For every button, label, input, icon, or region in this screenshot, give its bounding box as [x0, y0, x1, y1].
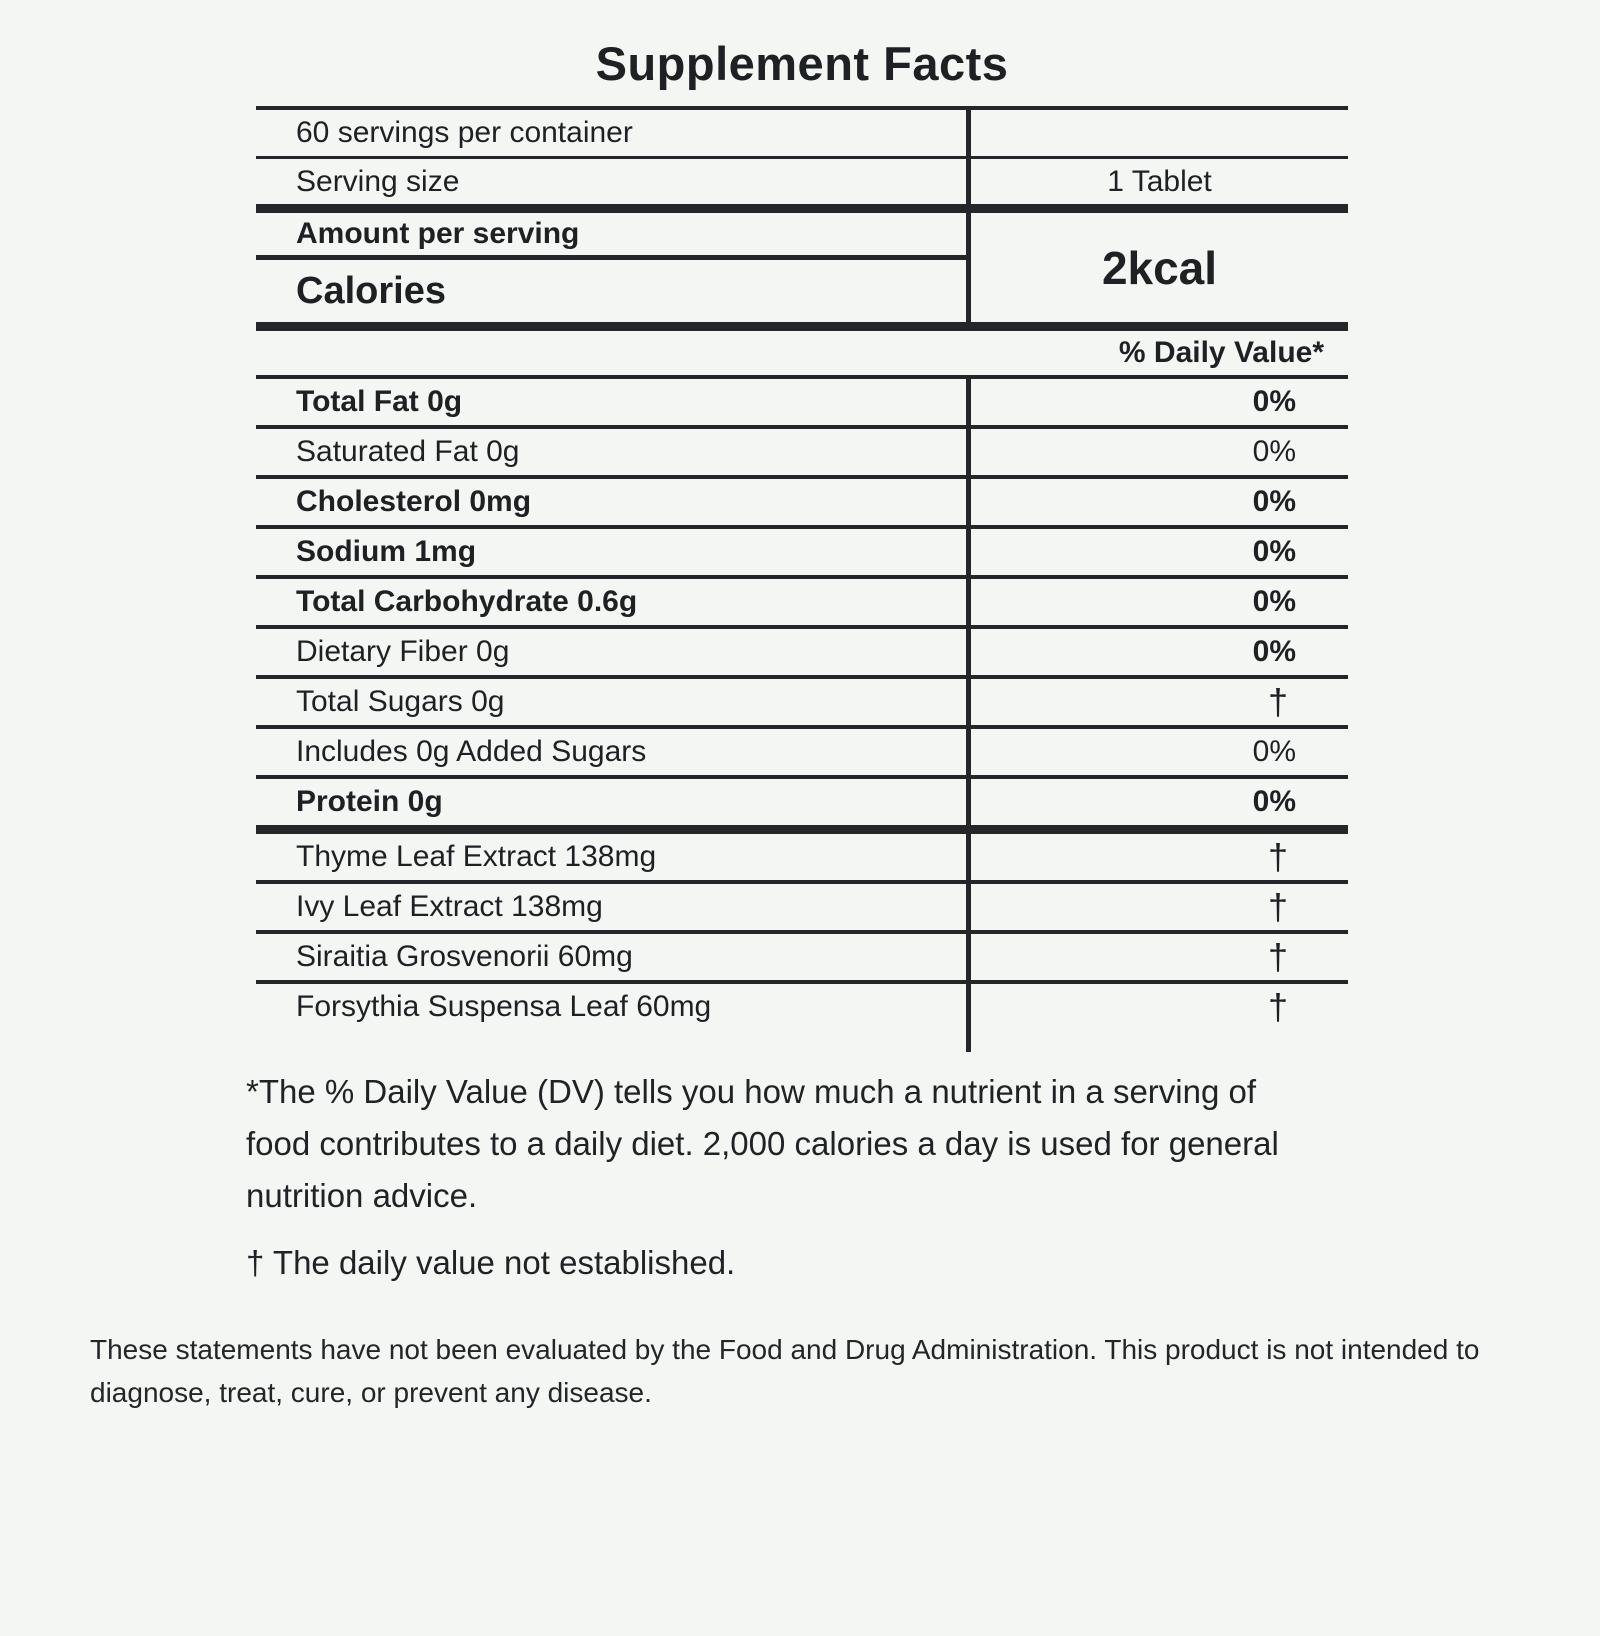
ingredient-label: Siraitia Grosvenorii 60mg: [296, 940, 633, 973]
nutrient-label: Includes 0g Added Sugars: [296, 735, 647, 768]
nutrient-row-total-carbohydrate: [256, 579, 1348, 625]
nutrient-value-dagger: †: [966, 679, 1348, 725]
dagger-footnote: † The daily value not established.: [246, 1244, 736, 1281]
nutrient-row-sodium: [256, 529, 1348, 575]
nutrient-value: 0%: [966, 529, 1348, 575]
nutrient-row-total-fat: [256, 379, 1348, 425]
nutrient-label: Total Sugars 0g: [296, 685, 505, 718]
nutrient-value: 0%: [966, 729, 1348, 775]
nutrient-row-protein: [256, 779, 1348, 825]
nutrient-label: Sodium 1mg: [296, 535, 477, 568]
nutrient-label: Saturated Fat 0g: [296, 435, 520, 468]
botanical-row-thyme: [256, 834, 1348, 880]
botanical-row-forsythia: [256, 984, 1348, 1030]
servings-per-container-label: 60 servings per container: [296, 116, 633, 149]
servings-per-container-row: [256, 110, 1348, 156]
nutrient-label: Total Carbohydrate 0.6g: [296, 585, 638, 618]
ingredient-value-dagger: †: [966, 984, 1348, 1030]
thick-rule: [256, 825, 1348, 834]
nutrient-value: 0%: [966, 629, 1348, 675]
daily-value-header: % Daily Value*: [1118, 336, 1324, 369]
calories-block: [256, 213, 1348, 322]
nutrient-value: 0%: [966, 429, 1348, 475]
ingredient-value-dagger: †: [966, 884, 1348, 930]
nutrient-row-cholesterol: [256, 479, 1348, 525]
thick-rule: [256, 322, 1348, 331]
ingredient-label: Forsythia Suspensa Leaf 60mg: [296, 990, 712, 1023]
nutrient-row-added-sugars: [256, 729, 1348, 775]
serving-size-row: [256, 159, 1348, 204]
supplement-facts-title: Supplement Facts: [595, 37, 1009, 90]
ingredient-value-dagger: †: [966, 834, 1348, 880]
fda-disclaimer: These statements have not been evaluated by the Food and Drug Administration. This product is not intended to diagnose, treat, cure, or prevent any disease.: [90, 1334, 1480, 1408]
nutrient-label: Dietary Fiber 0g: [296, 635, 510, 668]
nutrient-label: Total Fat 0g: [296, 385, 463, 418]
calories-value: 2kcal: [966, 213, 1348, 322]
serving-size-label: Serving size: [296, 164, 460, 198]
supplement-facts-table: [256, 106, 1348, 1052]
nutrient-row-total-sugars: [256, 679, 1348, 725]
amount-per-serving-label: Amount per serving: [296, 217, 580, 250]
ingredient-label: Thyme Leaf Extract 138mg: [296, 840, 657, 873]
serving-size-value: 1 Tablet: [966, 159, 1348, 204]
nutrient-label: Protein 0g: [296, 785, 443, 818]
nutrient-row-saturated-fat: [256, 429, 1348, 475]
nutrient-label: Cholesterol 0mg: [296, 485, 532, 518]
nutrient-value: 0%: [966, 779, 1348, 825]
calories-label: Calories: [296, 269, 446, 312]
divider-tail: [256, 1030, 1348, 1052]
ingredient-value-dagger: †: [966, 934, 1348, 980]
servings-per-container-value-cell: [966, 110, 1348, 156]
divider-tail-left: [256, 1030, 966, 1052]
calories-left-column: [256, 213, 966, 322]
ingredient-label: Ivy Leaf Extract 138mg: [296, 890, 603, 923]
divider-tail-right: [966, 1030, 1348, 1052]
botanical-row-siraitia: [256, 934, 1348, 980]
botanical-row-ivy: [256, 884, 1348, 930]
nutrient-value: 0%: [966, 479, 1348, 525]
nutrient-row-dietary-fiber: [256, 629, 1348, 675]
nutrient-value: 0%: [966, 579, 1348, 625]
nutrient-value: 0%: [966, 379, 1348, 425]
thick-rule: [256, 204, 1348, 213]
daily-value-footnote: *The % Daily Value (DV) tells you how much a nutrient in a serving of food contributes to a daily diet. 2,000 calories a day is used for general nutrition advice.: [246, 1073, 1279, 1214]
